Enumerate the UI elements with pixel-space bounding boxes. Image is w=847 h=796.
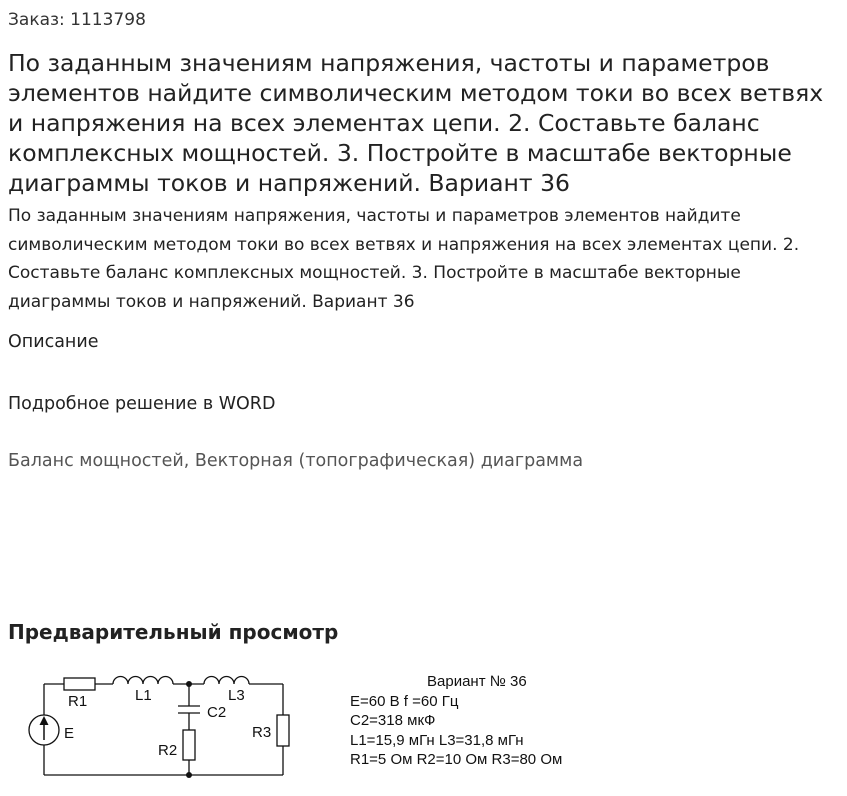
tag-link-vector-diagram[interactable]: Векторная (топографическая) диаграмма bbox=[194, 451, 584, 471]
tag-link-power-balance[interactable]: Баланс мощностей bbox=[8, 451, 184, 471]
label-c2: C2 bbox=[207, 704, 227, 721]
variant-line-inductors: L1=15,9 мГн L3=31,8 мГн bbox=[350, 731, 524, 749]
label-r3: R3 bbox=[252, 724, 272, 741]
label-l3: L3 bbox=[228, 687, 245, 704]
variant-title: Вариант № 36 bbox=[427, 673, 527, 690]
variant-line-resistors: R1=5 Ом R2=10 Ом R3=80 Ом bbox=[350, 751, 563, 768]
order-number: Заказ: 1113798 bbox=[8, 10, 146, 30]
preview-heading: Предварительный просмотр bbox=[8, 620, 339, 644]
page-title: По заданным значениям напряжения, частоты и параметров элементов найдите символическим методом токи во всех ветвях и напряжения на всех элементах цепи. 2. Составьте баланс комплексных мощностей. 3. Постройте в масштабе векторные диаграммы токов и напряжений. Вариант 36 bbox=[8, 49, 824, 197]
label-l1: L1 bbox=[135, 687, 152, 704]
tag-separator: , bbox=[183, 451, 195, 471]
description-section-label: Описание bbox=[8, 332, 99, 352]
solution-format-text: Подробное решение в WORD bbox=[8, 394, 276, 414]
variant-parameters bbox=[350, 672, 562, 770]
tag-list bbox=[8, 451, 583, 471]
task-description: По заданным значениям напряжения, частоты и параметров элементов найдите символическим методом токи во всех ветвях и напряжения на всех элементах цепи. 2. Составьте баланс комплексных мощностей. 3. Постройте в масштабе векторные диаграммы токов и напряжений. Вариант 36 bbox=[8, 206, 800, 312]
variant-line-source: E=60 В f =60 Гц bbox=[350, 692, 459, 710]
label-e: E bbox=[64, 725, 75, 742]
variant-line-capacitor: C2=318 мкФ bbox=[350, 712, 436, 729]
label-r2: R2 bbox=[158, 742, 178, 759]
circuit-diagram bbox=[0, 660, 340, 790]
preview-image bbox=[0, 660, 620, 790]
label-r1: R1 bbox=[68, 693, 88, 710]
